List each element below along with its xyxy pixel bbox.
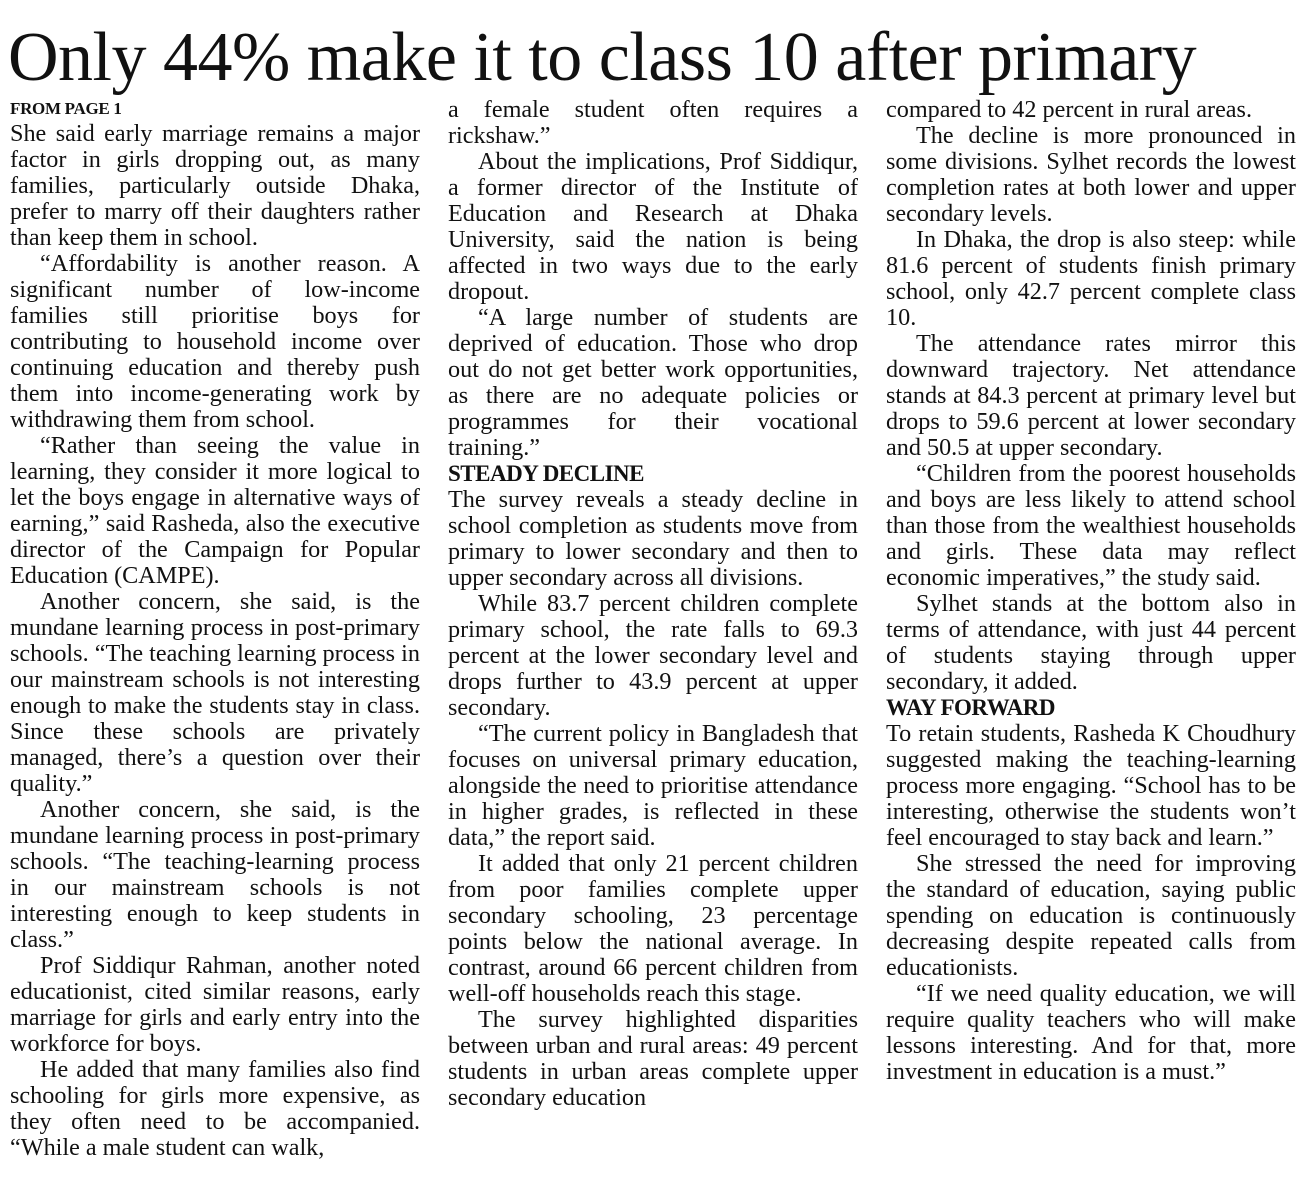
- subhead-steady-decline: STEADY DECLINE: [448, 461, 645, 486]
- paragraph: “The current policy in Bangladesh that focuses on universal primary education, alongside the need to prioritise attendance in higher grades, is reflected in these data,” the report said.: [448, 720, 858, 851]
- paragraph: The decline is more pronounced in some divisions. Sylhet records the lowest completion rates at both lower and upper secondary levels.: [886, 122, 1296, 227]
- paragraph: To retain students, Rasheda K Choudhury suggested making the teaching-learning process more engaging. “School has to be interesting, otherwise the students won’t feel encouraged to stay back and learn.”: [886, 720, 1296, 851]
- paragraph: “Affordability is another reason. A significant number of low-income families still prioritise boys for contributing to household income over continuing education and thereby push them into income-generating work by withdrawing them from school.: [10, 250, 420, 433]
- paragraph: “Children from the poorest households and boys are less likely to attend school than those from the wealthiest households and girls. These data may reflect economic imperatives,” the study said.: [886, 460, 1296, 591]
- paragraph: “A large number of students are deprived of education. Those who drop out do not get better work opportunities, as there are no adequate policies or programmes for their vocational training.”: [448, 304, 858, 461]
- paragraph: About the implications, Prof Siddiqur, a former director of the Institute of Education and Research at Dhaka University, said the nation is being affected in two ways due to the early dropout.: [448, 148, 858, 305]
- paragraph: Prof Siddiqur Rahman, another noted educationist, cited similar reasons, early marriage for girls and early entry into the workforce for boys.: [10, 952, 420, 1057]
- paragraph: The survey highlighted disparities between urban and rural areas: 49 percent students in urban areas complete upper secondary education: [448, 1006, 858, 1111]
- paragraph: While 83.7 percent children complete primary school, the rate falls to 69.3 percent at the lower secondary level and drops further to 43.9 percent at upper secondary.: [448, 590, 858, 721]
- paragraph: The attendance rates mirror this downward trajectory. Net attendance stands at 84.3 percent at primary level but drops to 59.6 percent at lower secondary and 50.5 at upper secondary.: [886, 330, 1296, 461]
- paragraph: compared to 42 percent in rural areas.: [886, 97, 1253, 123]
- kicker-from-page-1: FROM PAGE 1: [10, 99, 122, 118]
- paragraph: a female student often requires a rickshaw.”: [448, 97, 858, 149]
- paragraph: In Dhaka, the drop is also steep: while 81.6 percent of students finish primary school, only 42.7 percent complete class 10.: [886, 226, 1296, 331]
- column-1: [10, 97, 420, 1197]
- paragraph: It added that only 21 percent children from poor families complete upper secondary schooling, 23 percentage points below the national average. In contrast, around 66 percent children from well-off households reach this stage.: [448, 850, 858, 1007]
- paragraph: He added that many families also find schooling for girls more expensive, as they often need to be accompanied. “While a male student can walk,: [10, 1056, 420, 1161]
- paragraph: She stressed the need for improving the standard of education, saying public spending on education is continuously decreasing despite repeated calls from educationists.: [886, 850, 1296, 981]
- paragraph: The survey reveals a steady decline in school completion as students move from primary to lower secondary and then to upper secondary across all divisions.: [448, 486, 858, 591]
- paragraph: Another concern, she said, is the mundane learning process in post-primary schools. “The teaching learning process in our mainstream schools is not interesting enough to make the students stay in class. Since these schools are privately managed, there’s a question over their quality.”: [10, 588, 420, 797]
- paragraph: Sylhet stands at the bottom also in terms of attendance, with just 44 percent of students staying through upper secondary, it added.: [886, 590, 1296, 695]
- paragraph: “If we need quality education, we will require quality teachers who will make lessons interesting. And for that, more investment in education is a must.”: [886, 980, 1296, 1085]
- paragraph: She said early marriage remains a major factor in girls dropping out, as many families, particularly outside Dhaka, prefer to marry off their daughters rather than keep them in school.: [10, 120, 420, 251]
- column-2: [448, 97, 858, 1197]
- paragraph: Another concern, she said, is the mundane learning process in post-primary schools. “The teaching-learning process in our mainstream schools is not interesting enough to keep students in class.”: [10, 796, 420, 953]
- paragraph: “Rather than seeing the value in learning, they consider it more logical to let the boys engage in alternative ways of earning,” said Rasheda, also the executive director of the Campaign for Popular Education (CAMPE).: [10, 432, 420, 589]
- subhead-way-forward: WAY FORWARD: [886, 695, 1055, 720]
- headline: Only 44% make it to class 10 after primary: [8, 19, 1197, 96]
- column-3: [886, 97, 1296, 1197]
